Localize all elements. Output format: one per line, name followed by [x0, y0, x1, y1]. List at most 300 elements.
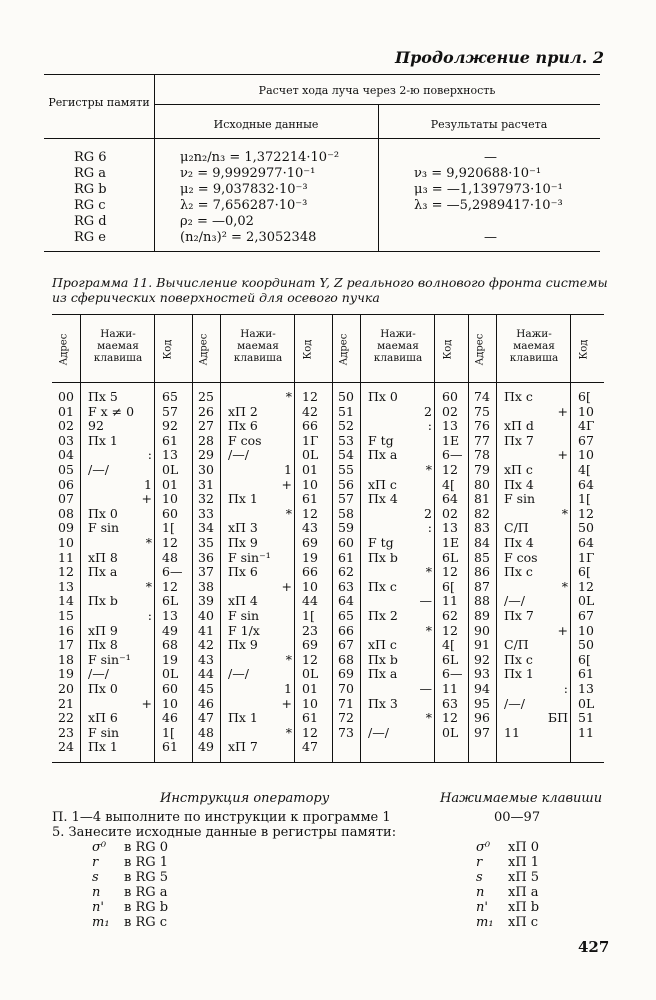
program-key: * [145, 578, 152, 594]
program-address: 08 [58, 505, 74, 521]
entry-register: в RG b [124, 900, 169, 915]
program-code: 12 [442, 462, 458, 477]
program-address: 88 [474, 593, 490, 609]
program-code: 6[ [578, 389, 591, 404]
program-address: 95 [474, 695, 490, 711]
header-key: Нажи-маемая клавиша [509, 328, 559, 364]
program-code: 11 [442, 681, 458, 696]
program-key: F x ≠ 0 [88, 403, 135, 419]
program-address: 05 [58, 462, 74, 477]
entry-symbol: r [92, 855, 99, 870]
entry-symbol: σ⁰ [92, 840, 107, 855]
program-key: Пx c [504, 651, 533, 667]
program-address: 31 [198, 476, 214, 492]
program-key: Пx 1 [88, 739, 118, 755]
program-key: xП c [368, 476, 397, 492]
program-code: 61 [302, 491, 318, 507]
program-address: 66 [338, 622, 354, 638]
program-key: Пx 0 [88, 505, 118, 521]
program-code: 66 [302, 564, 318, 580]
program-key: Пx 1 [228, 710, 258, 726]
program-key: /—/ [504, 593, 525, 609]
program-key: Пx 1 [504, 666, 534, 682]
program-address: 60 [338, 535, 354, 550]
program-address: 03 [58, 432, 74, 448]
program-code: 10 [578, 403, 594, 419]
program-address: 27 [198, 418, 214, 434]
program-code: 12 [162, 578, 178, 594]
program-code: 4[ [442, 637, 455, 653]
program-code: 10 [302, 476, 318, 492]
program-address: 20 [58, 681, 74, 696]
program-address: 06 [58, 476, 74, 492]
program-key: xП c [504, 462, 533, 477]
entry-register: в RG 0 [124, 840, 169, 855]
program-address: 02 [58, 418, 74, 434]
program-code: 12 [442, 564, 458, 580]
program-address: 57 [338, 491, 354, 507]
program-key: * [425, 710, 432, 726]
program-key: + [557, 403, 568, 419]
program-key: Пx a [88, 564, 118, 580]
program-code: 92 [162, 418, 178, 434]
program-code: 61 [302, 710, 318, 726]
program-key: * [145, 535, 152, 550]
program-code: 63 [442, 695, 458, 711]
entry-key-symbol: n [476, 885, 485, 900]
program-key: * [285, 505, 292, 521]
program-address: 24 [58, 739, 74, 755]
program-key: С/П [504, 520, 529, 536]
program-code: 12 [162, 535, 178, 550]
program-address: 92 [474, 651, 490, 667]
program-key: /—/ [228, 447, 249, 463]
program-address: 85 [474, 549, 490, 565]
program-key: * [425, 462, 432, 477]
program-key: F 1/x [228, 622, 260, 638]
program-address: 43 [198, 651, 214, 667]
register-input-value: λ₂ = 7,656287·10⁻³ [180, 198, 308, 213]
program-code: 23 [302, 622, 318, 638]
program-address: 01 [58, 403, 74, 419]
program-key: — [419, 681, 432, 696]
header-registers: Регистры памяти [48, 96, 150, 109]
program-key: * [561, 578, 568, 594]
header-address: Адрес [58, 333, 70, 366]
program-code: 6[ [578, 564, 591, 580]
program-address: 19 [58, 666, 74, 682]
program-address: 70 [338, 681, 354, 696]
program-key: F sin [504, 491, 536, 507]
program-code: 10 [162, 695, 178, 711]
entry-key-symbol: σ⁰ [476, 840, 491, 855]
program-address: 21 [58, 695, 74, 711]
program-address: 67 [338, 637, 354, 653]
program-key: xП 7 [228, 739, 258, 755]
program-address: 56 [338, 476, 354, 492]
instruction-line: 5. Занесите исходные данные в регистры памяти: [52, 825, 397, 840]
program-code: 61 [162, 739, 178, 755]
program-code: 51 [578, 710, 594, 726]
program-address: 81 [474, 491, 490, 507]
instructions-heading: Инструкция оператору [160, 791, 330, 806]
header-code: Код [578, 339, 590, 360]
program-code: 48 [162, 549, 178, 565]
program-key: * [285, 651, 292, 667]
program-address: 78 [474, 447, 490, 463]
group-divider [192, 314, 193, 762]
program-key: Пx 5 [88, 389, 118, 404]
program-key: xП 4 [228, 593, 258, 609]
program-address: 35 [198, 535, 214, 550]
header-address: Адрес [474, 333, 486, 366]
program-code: 02 [442, 403, 458, 419]
program-address: 53 [338, 432, 354, 448]
program-key: * [561, 505, 568, 521]
program-key: /—/ [88, 462, 109, 477]
program-key: * [425, 564, 432, 580]
program-code: 61 [578, 666, 594, 682]
program-key: 2 [424, 403, 432, 419]
program-key: С/П [504, 637, 529, 653]
entry-symbol: n' [92, 900, 104, 915]
program-code: 12 [302, 389, 318, 404]
program-address: 93 [474, 666, 490, 682]
program-address: 45 [198, 681, 214, 696]
program-code: 60 [162, 505, 178, 521]
program-code: 12 [578, 505, 594, 521]
program-address: 39 [198, 593, 214, 609]
program-address: 26 [198, 403, 214, 419]
register-input-value: μ₂n₂/n₃ = 1,372214·10⁻² [180, 150, 340, 165]
program-key: F sin⁻¹ [88, 651, 131, 667]
entry-key: xП 0 [508, 840, 540, 855]
program-code: 65 [162, 389, 178, 404]
program-address: 86 [474, 564, 490, 580]
register-name: RG 6 [74, 150, 107, 165]
program-code: 49 [162, 622, 178, 638]
program-code: 6— [442, 666, 463, 682]
program-key: F sin [228, 608, 260, 623]
program-code: 47 [302, 739, 318, 755]
program-address: 68 [338, 651, 354, 667]
registers-table [44, 74, 600, 254]
program-code: 44 [302, 593, 318, 609]
program-address: 76 [474, 418, 490, 434]
program-key: : [563, 681, 568, 696]
program-code: 12 [302, 505, 318, 521]
header-key: Нажи-маемая клавиша [233, 328, 283, 364]
header-results: Результаты расчета [430, 118, 548, 131]
program-code: 13 [578, 681, 594, 696]
program-code: 50 [578, 637, 594, 653]
program-code: 60 [162, 681, 178, 696]
program-code: 6[ [442, 578, 455, 594]
program-key: 11 [504, 724, 520, 740]
program-key: + [557, 447, 568, 463]
program-address: 89 [474, 608, 490, 623]
program-key: xП 3 [228, 520, 258, 536]
entry-key: xП c [508, 915, 539, 930]
register-result-value: μ₃ = —1,1397973·10⁻¹ [414, 182, 563, 197]
header-code: Код [302, 339, 314, 360]
program-code: 1[ [578, 491, 591, 507]
program-address: 44 [198, 666, 214, 682]
program-key: Пx b [368, 549, 398, 565]
program-code: 0L [302, 666, 319, 682]
program-code: 1[ [162, 520, 175, 536]
entry-register: в RG 1 [124, 855, 169, 870]
program-caption: Программа 11. Вычисление координат Y, Z реального волнового фронта системы из сферических поверхностей для осевого пучка [52, 275, 608, 305]
program-code: 60 [442, 389, 458, 404]
program-code: 0L [442, 724, 459, 740]
program-key: Пx 2 [368, 608, 398, 623]
program-code: 02 [442, 505, 458, 521]
program-key: F tg [368, 535, 394, 550]
program-key: : [427, 418, 432, 434]
program-key: F sin [88, 724, 120, 740]
register-result-value: ν₃ = 9,920688·10⁻¹ [414, 166, 542, 181]
program-code: 1[ [162, 724, 175, 740]
program-code: 12 [442, 622, 458, 638]
program-key: Пx 0 [88, 681, 118, 696]
header-key: Нажи-маемая клавиша [373, 328, 423, 364]
program-address: 77 [474, 432, 490, 448]
program-code: 50 [578, 520, 594, 536]
program-code: 13 [162, 608, 178, 623]
program-key: Пx c [368, 578, 397, 594]
register-result-value: — [484, 150, 497, 165]
header-key: Нажи-маемая клавиша [93, 328, 143, 364]
program-code: 6L [442, 651, 459, 667]
program-address: 16 [58, 622, 74, 638]
program-key: БП [547, 710, 568, 726]
program-address: 55 [338, 462, 354, 477]
program-code: 64 [442, 491, 458, 507]
register-name: RG e [74, 230, 106, 245]
program-key: xП 9 [88, 622, 118, 638]
program-code: 68 [162, 637, 178, 653]
entry-key: xП b [508, 900, 540, 915]
program-address: 15 [58, 608, 74, 623]
program-address: 10 [58, 535, 74, 550]
program-address: 64 [338, 593, 354, 609]
program-key: Пx c [504, 389, 533, 404]
program-code: 1Г [302, 432, 319, 448]
program-code: 6— [442, 447, 463, 463]
program-address: 75 [474, 403, 490, 419]
program-key: F sin [88, 520, 120, 536]
program-key: : [147, 447, 152, 463]
group-divider [332, 314, 333, 762]
program-key: 1 [284, 681, 292, 696]
program-address: 07 [58, 491, 74, 507]
program-key: * [285, 389, 292, 404]
program-key: Пx b [368, 651, 398, 667]
program-key: xП 6 [88, 710, 118, 726]
program-address: 33 [198, 505, 214, 521]
program-address: 04 [58, 447, 74, 463]
program-key: F cos [504, 549, 538, 565]
program-address: 22 [58, 710, 74, 726]
instruction-keys: 00—97 [494, 810, 541, 825]
program-address: 90 [474, 622, 490, 638]
header-input: Исходные данные [213, 118, 319, 131]
program-key: * [425, 622, 432, 638]
header-calc: Расчет хода луча через 2-ю поверхность [258, 84, 496, 97]
program-address: 62 [338, 564, 354, 580]
program-table [52, 314, 604, 764]
program-address: 17 [58, 637, 74, 653]
program-key: Пx 3 [368, 695, 398, 711]
program-code: 57 [162, 403, 178, 419]
program-address: 00 [58, 389, 74, 404]
program-address: 83 [474, 520, 490, 536]
program-address: 18 [58, 651, 74, 667]
program-code: 6L [442, 549, 459, 565]
program-key: Пx a [368, 447, 398, 463]
program-code: 10 [162, 491, 178, 507]
program-code: 10 [302, 695, 318, 711]
program-address: 48 [198, 724, 214, 740]
instruction-line: П. 1—4 выполните по инструкции к программе 1 [52, 810, 391, 825]
program-address: 34 [198, 520, 214, 536]
program-key: : [427, 520, 432, 536]
program-address: 74 [474, 389, 490, 404]
entry-key-symbol: m₁ [476, 915, 494, 930]
column-divider [570, 314, 571, 762]
program-code: 0L [578, 695, 595, 711]
register-name: RG c [74, 198, 106, 213]
keys-heading: Нажимаемые клавиши [440, 791, 603, 806]
program-address: 87 [474, 578, 490, 594]
program-address: 41 [198, 622, 214, 638]
register-name: RG b [74, 182, 107, 197]
entry-key: xП a [508, 885, 539, 900]
program-key: + [281, 695, 292, 711]
entry-key: xП 5 [508, 870, 540, 885]
program-code: 69 [302, 535, 318, 550]
program-key: Пx 9 [228, 535, 258, 550]
program-code: 11 [442, 593, 458, 609]
program-key: Пx 0 [368, 389, 398, 404]
program-key: xП 2 [228, 403, 258, 419]
group-divider [468, 314, 469, 762]
continuation-title: Продолжение прил. 2 [394, 48, 604, 67]
program-key: : [147, 608, 152, 623]
program-address: 46 [198, 695, 214, 711]
program-code: 01 [162, 476, 178, 492]
entry-symbol: s [92, 870, 99, 885]
program-address: 13 [58, 578, 74, 594]
program-address: 96 [474, 710, 490, 726]
program-key: F cos [228, 432, 262, 448]
program-key: Пx 7 [504, 432, 534, 448]
program-code: 4[ [578, 462, 591, 477]
program-code: 6— [162, 564, 183, 580]
program-code: 13 [442, 520, 458, 536]
program-key: * [285, 724, 292, 740]
program-code: 0L [162, 666, 179, 682]
program-key: xП d [504, 418, 534, 434]
entry-key-symbol: r [476, 855, 483, 870]
program-key: + [557, 622, 568, 638]
program-key: xП c [368, 637, 397, 653]
program-code: 43 [302, 520, 318, 536]
program-address: 36 [198, 549, 214, 565]
program-code: 67 [578, 608, 594, 623]
program-code: 66 [302, 418, 318, 434]
program-key: Пx b [88, 593, 118, 609]
program-code: 12 [442, 710, 458, 726]
program-key: Пx 1 [228, 491, 258, 507]
program-code: 10 [302, 578, 318, 594]
program-code: 01 [302, 462, 318, 477]
program-code: 1[ [302, 608, 315, 623]
program-address: 49 [198, 739, 214, 755]
program-address: 42 [198, 637, 214, 653]
program-address: 82 [474, 505, 490, 521]
program-key: Пx 6 [228, 418, 258, 434]
header-address: Адрес [198, 333, 210, 366]
program-code: 1E [442, 432, 460, 448]
program-code: 19 [162, 651, 178, 667]
program-code: 46 [162, 710, 178, 726]
entry-key-symbol: s [476, 870, 483, 885]
program-key: 2 [424, 505, 432, 521]
header-code: Код [442, 339, 454, 360]
program-address: 25 [198, 389, 214, 404]
program-address: 28 [198, 432, 214, 448]
program-code: 64 [578, 535, 594, 550]
program-code: 42 [302, 403, 318, 419]
page-number: 427 [578, 938, 610, 956]
program-code: 61 [162, 432, 178, 448]
column-divider [294, 314, 295, 762]
program-key: Пx 1 [88, 432, 118, 448]
program-address: 79 [474, 462, 490, 477]
program-code: 6L [162, 593, 179, 609]
program-key: /—/ [504, 695, 525, 711]
program-address: 69 [338, 666, 354, 682]
program-key: Пx 7 [504, 608, 534, 623]
program-code: 10 [578, 622, 594, 638]
program-address: 91 [474, 637, 490, 653]
program-address: 51 [338, 403, 354, 419]
program-address: 72 [338, 710, 354, 726]
program-address: 73 [338, 724, 354, 740]
program-key: F sin⁻¹ [228, 549, 271, 565]
program-code: 01 [302, 681, 318, 696]
register-name: RG d [74, 214, 107, 229]
program-code: 69 [302, 637, 318, 653]
program-address: 52 [338, 418, 354, 434]
program-code: 12 [302, 651, 318, 667]
program-key: xП 8 [88, 549, 118, 565]
program-key: Пx 4 [504, 535, 534, 550]
entry-symbol: m₁ [92, 915, 110, 930]
program-address: 47 [198, 710, 214, 726]
entry-symbol: n [92, 885, 101, 900]
entry-register: в RG c [124, 915, 168, 930]
program-address: 12 [58, 564, 74, 580]
program-code: 10 [578, 447, 594, 463]
program-key: + [141, 695, 152, 711]
program-code: 64 [578, 476, 594, 492]
program-key: 92 [88, 418, 104, 434]
header-address: Адрес [338, 333, 350, 366]
program-address: 63 [338, 578, 354, 594]
